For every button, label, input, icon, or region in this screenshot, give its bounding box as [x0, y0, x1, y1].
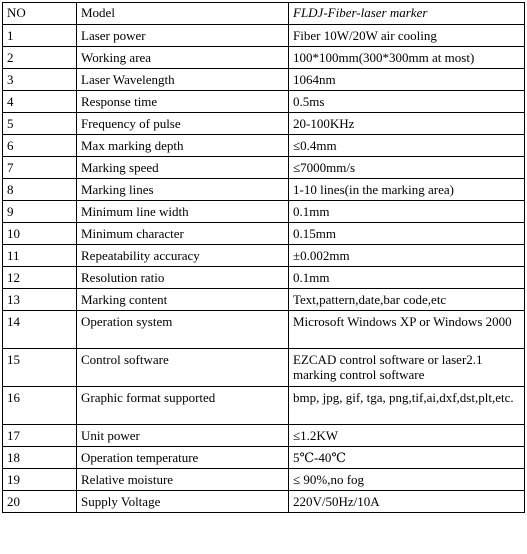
table-row: [3, 425, 525, 447]
row-no: 1: [3, 25, 77, 47]
row-no: 16: [3, 387, 77, 425]
row-no: 2: [3, 47, 77, 69]
row-model: Resolution ratio: [77, 267, 289, 289]
row-no: 20: [3, 491, 77, 513]
row-value: 20-100KHz: [289, 113, 525, 135]
table-row: [3, 91, 525, 113]
row-no: 17: [3, 425, 77, 447]
row-no: 18: [3, 447, 77, 469]
row-model: Response time: [77, 91, 289, 113]
row-value: 1064nm: [289, 69, 525, 91]
row-value: Fiber 10W/20W air cooling: [289, 25, 525, 47]
table-row: [3, 223, 525, 245]
row-model: Repeatability accuracy: [77, 245, 289, 267]
row-value: Text,pattern,date,bar code,etc: [289, 289, 525, 311]
row-value: ≤ 90%,no fog: [289, 469, 525, 491]
table-row: [3, 245, 525, 267]
row-no: 10: [3, 223, 77, 245]
spec-table: [2, 2, 525, 513]
row-model: Frequency of pulse: [77, 113, 289, 135]
table-row: [3, 69, 525, 91]
row-model: Graphic format supported: [77, 387, 289, 425]
table-row: [3, 469, 525, 491]
row-no: 7: [3, 157, 77, 179]
row-no: 6: [3, 135, 77, 157]
row-no: 12: [3, 267, 77, 289]
row-value: 100*100mm(300*300mm at most): [289, 47, 525, 69]
row-model: Laser Wavelength: [77, 69, 289, 91]
row-model: Minimum character: [77, 223, 289, 245]
row-no: 14: [3, 311, 77, 349]
row-no: 9: [3, 201, 77, 223]
row-model: Marking lines: [77, 179, 289, 201]
row-model: Working area: [77, 47, 289, 69]
row-value: EZCAD control software or laser2.1 marking control software: [289, 349, 525, 387]
table-row: [3, 289, 525, 311]
table-row: [3, 135, 525, 157]
row-value: 0.1mm: [289, 201, 525, 223]
row-model: Control software: [77, 349, 289, 387]
row-value: ≤1.2KW: [289, 425, 525, 447]
row-no: 13: [3, 289, 77, 311]
row-model: Marking speed: [77, 157, 289, 179]
row-model: Relative moisture: [77, 469, 289, 491]
row-model: Marking content: [77, 289, 289, 311]
row-no: 4: [3, 91, 77, 113]
header-no: NO: [3, 3, 77, 25]
row-value: 220V/50Hz/10A: [289, 491, 525, 513]
row-value: ≤7000mm/s: [289, 157, 525, 179]
row-no: 15: [3, 349, 77, 387]
table-header-row: [3, 3, 525, 25]
table-row: [3, 267, 525, 289]
table-row: [3, 47, 525, 69]
row-value: 1-10 lines(in the marking area): [289, 179, 525, 201]
row-model: Max marking depth: [77, 135, 289, 157]
row-no: 5: [3, 113, 77, 135]
table-row: [3, 25, 525, 47]
table-row: [3, 179, 525, 201]
table-row: [3, 201, 525, 223]
row-no: 19: [3, 469, 77, 491]
row-no: 11: [3, 245, 77, 267]
header-value: FLDJ-Fiber-laser marker: [289, 3, 525, 25]
table-row: [3, 447, 525, 469]
table-row: [3, 311, 525, 349]
row-value: 0.1mm: [289, 267, 525, 289]
row-value: ≤0.4mm: [289, 135, 525, 157]
row-model: Operation temperature: [77, 447, 289, 469]
row-no: 8: [3, 179, 77, 201]
row-value: 0.5ms: [289, 91, 525, 113]
row-value: ±0.002mm: [289, 245, 525, 267]
row-model: Unit power: [77, 425, 289, 447]
row-model: Supply Voltage: [77, 491, 289, 513]
table-row: [3, 491, 525, 513]
row-no: 3: [3, 69, 77, 91]
table-row: [3, 157, 525, 179]
table-row: [3, 113, 525, 135]
row-model: Operation system: [77, 311, 289, 349]
row-model: Laser power: [77, 25, 289, 47]
row-value: 5℃-40℃: [289, 447, 525, 469]
header-model: Model: [77, 3, 289, 25]
row-model: Minimum line width: [77, 201, 289, 223]
table-row: [3, 349, 525, 387]
row-value: bmp, jpg, gif, tga, png,tif,ai,dxf,dst,plt,etc.: [289, 387, 525, 425]
table-row: [3, 387, 525, 425]
row-value: 0.15mm: [289, 223, 525, 245]
row-value: Microsoft Windows XP or Windows 2000: [289, 311, 525, 349]
